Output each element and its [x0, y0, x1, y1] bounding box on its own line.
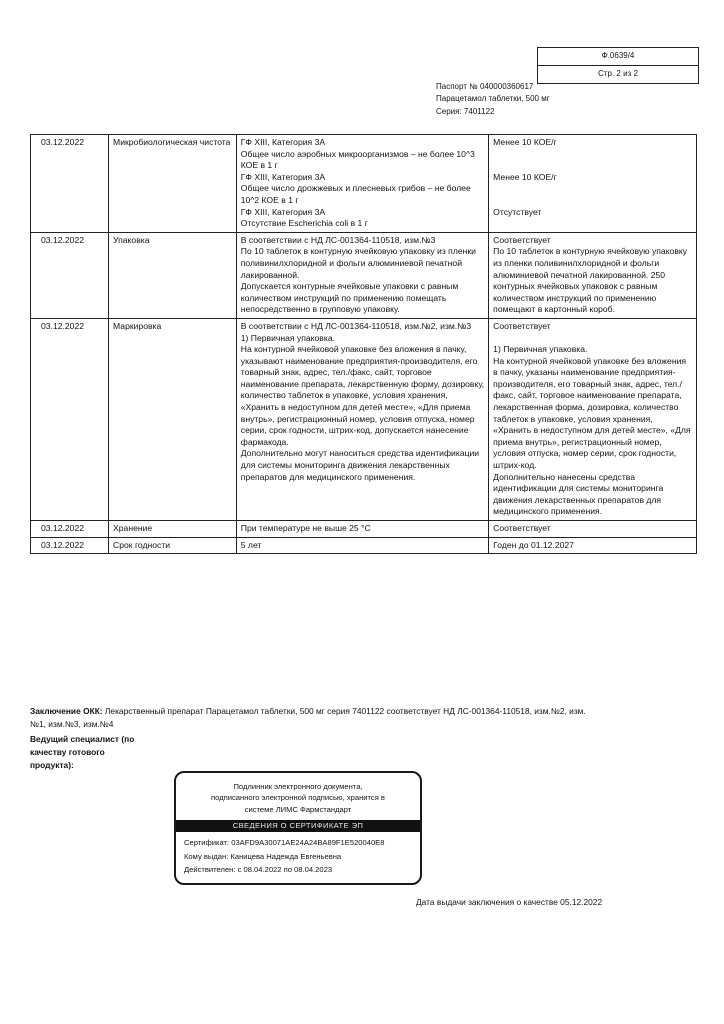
result-text	[493, 333, 692, 345]
result-text: Годен до 01.12.2027	[493, 539, 574, 550]
result-cell	[489, 537, 697, 554]
requirement-text: 5 лет	[240, 539, 262, 550]
stamp-validity: Действителен: с 08.04.2022 по 08.04.2023	[184, 864, 333, 874]
conclusion	[30, 705, 590, 731]
requirement-text: Дополнительно могут наноситься средства идентификации для системы мониторинга движения лекарственных препаратов для медицинского применения.	[240, 448, 480, 482]
table-row	[31, 521, 697, 538]
result-text	[493, 160, 692, 172]
requirement-text: ГФ XIII, Категория 3А	[240, 171, 326, 182]
passport-block	[436, 81, 550, 118]
requirement-cell	[236, 232, 488, 318]
result-text: По 10 таблеток в контурную ячейковую упаковку из пленки поливинилхлоридной и фольги алюминиевой печатной лакированной. 250 контурных ячейковых упаковок с равным количеством инструкций по применению помещают в картонный короб.	[493, 246, 688, 315]
stamp-certificate: Сертификат: 03AFD9A30071AE24A24BA89F1E520040E8	[184, 838, 385, 848]
form-code-box	[537, 47, 699, 84]
requirement-text: В соответствии с НД ЛС-001364-110518, изм.№3	[240, 234, 436, 245]
stamp-certificate-header: СВЕДЕНИЯ О СЕРТИФИКАТЕ ЭП	[176, 820, 420, 832]
result-text: Менее 10 КОЕ/г	[493, 137, 557, 147]
table-row	[31, 318, 697, 520]
conclusion-label: Заключение ОКК:	[30, 706, 103, 716]
passport-number: Паспорт № 040000360617	[436, 82, 534, 91]
result-text: Менее 10 КОЕ/г	[493, 171, 557, 182]
requirement-cell	[236, 318, 488, 520]
form-code: Ф.0639/4	[601, 51, 635, 60]
requirement-text: В соответствии с НД ЛС-001364-110518, изм.№2, изм.№3	[240, 320, 472, 331]
electronic-signature-stamp	[174, 771, 422, 885]
parameter-cell: Срок годности	[109, 537, 237, 554]
result-text: Соответствует	[493, 320, 551, 331]
table-row	[31, 232, 697, 318]
result-text: Отсутствует	[493, 206, 542, 217]
result-cell	[489, 135, 697, 233]
requirement-text: Допускается контурные ячейковые упаковки с равным количеством инструкций по применению помещать непосредственно в групповую упаковку.	[240, 281, 459, 315]
parameter-cell: Микробиологическая чистота	[109, 135, 237, 233]
requirement-text: На контурной ячейковой упаковке без вложения в пачку, указывают наименование предприятия-производителя, его товарный знак, адрес, тел./факс, сайт, торговое наименование препарата, лекарственную форму, дозировку, количество таблеток в упаковке, условия хранения, «Хранить в недоступном для детей месте», «Для приема внутрь», регистрационный номер, условия отпуска, номер серии, срок годности, штрих-код, допускается нанесение фармакода.	[240, 344, 485, 447]
result-text: Соответствует	[493, 523, 551, 533]
parameter-cell: Хранение	[109, 521, 237, 538]
page-number: Стр. 2 из 2	[538, 65, 698, 83]
result-text	[493, 195, 692, 207]
date-cell: 03.12.2022	[31, 521, 109, 538]
product-name: Парацетамол таблетки, 500 мг	[436, 94, 550, 104]
requirement-cell	[236, 537, 488, 554]
stamp-owner: Кому выдан: Каницева Надежда Евгеньевна	[184, 851, 342, 861]
parameter-cell: Упаковка	[109, 232, 237, 318]
result-text: На контурной ячейковой упаковке без вложения в пачку, указаны наименование предприятия-производителя, его товарный знак, адрес, тел./факс, сайт, торговое наименование препарата, лекарственная форма, дозировка, количество таблеток в упаковке, условия хранения, «Хранить в недоступном для детей месте», «Для приема внутрь», регистрационный номер, условия отпуска, номер серии, срок годности, штрих-код.	[493, 355, 691, 471]
result-text: Дополнительно нанесены средства идентификации для системы мониторинга движения лекарственных препаратов для медицинского применения.	[493, 471, 664, 517]
result-text	[493, 183, 692, 195]
stamp-line-1: Подлинник электронного документа,	[233, 782, 363, 791]
date-cell: 03.12.2022	[31, 318, 109, 520]
stamp-line-3: системе ЛИМС Фармстандарт	[244, 804, 352, 814]
requirement-text: Общее число дрожжевых и плесневых грибов – не более 10^2 КОЕ в 1 г	[240, 183, 471, 205]
specialist-label: Ведущий специалист (по качеству готового продукта):	[30, 734, 135, 771]
result-text	[493, 149, 692, 161]
result-text: 1) Первичная упаковка.	[493, 344, 588, 355]
stamp-line-2: подписанного электронной подписью, хранится в	[211, 793, 385, 803]
requirement-text: ГФ XIII, Категория 3А	[240, 137, 326, 147]
requirement-cell	[236, 135, 488, 233]
result-cell	[489, 318, 697, 520]
requirement-text: 1) Первичная упаковка.	[240, 332, 335, 343]
date-cell: 03.12.2022	[31, 135, 109, 233]
table-row	[31, 135, 697, 233]
requirement-cell	[236, 521, 488, 538]
requirement-text: При температуре не выше 25 °С	[240, 523, 371, 533]
conclusion-text: Лекарственный препарат Парацетамол таблетки, 500 мг серия 7401122 соответствует НД ЛС-001364-110518, изм.№2, изм.№1, изм.№3, изм.№4	[30, 706, 586, 730]
requirement-text: Отсутствие Escherichia coli в 1 г	[240, 218, 368, 229]
table-row	[31, 537, 697, 554]
date-cell: 03.12.2022	[31, 537, 109, 554]
date-cell: 03.12.2022	[31, 232, 109, 318]
parameter-cell: Маркировка	[109, 318, 237, 520]
result-text: Соответствует	[493, 234, 551, 245]
series-number: Серия: 7401122	[436, 106, 495, 116]
quality-table	[30, 134, 697, 554]
requirement-text: По 10 таблеток в контурную ячейковую упаковку из пленки поливинилхлоридной и фольги алюминиевой печатной лакированной.	[240, 246, 476, 280]
result-cell	[489, 232, 697, 318]
requirement-text: ГФ XIII, Категория 3А	[240, 206, 326, 217]
requirement-text: Общее число аэробных микроорганизмов – не более 10^3 КОЕ в 1 г	[240, 148, 475, 171]
issue-date: Дата выдачи заключения о качестве 05.12.2022	[416, 897, 603, 907]
result-cell	[489, 521, 697, 538]
